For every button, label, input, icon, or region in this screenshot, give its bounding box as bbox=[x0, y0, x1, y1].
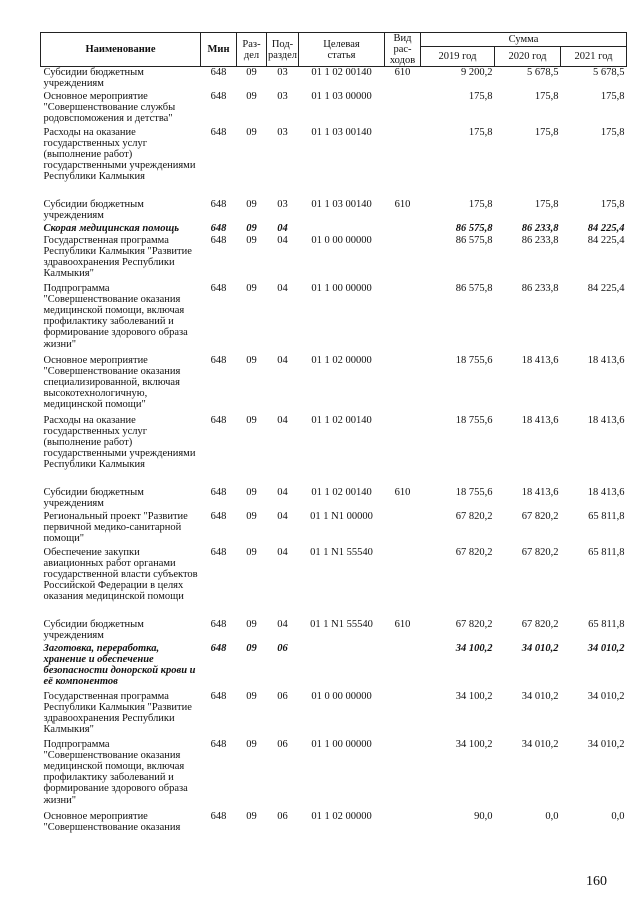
cell-name: Расходы на оказание государственных услуг (выполнение работ) государственными учреждениями Республики Калмыкия bbox=[43, 414, 196, 471]
cell-2020: 5 678,5 bbox=[527, 67, 559, 78]
cell-target: 01 1 02 00000 bbox=[311, 810, 372, 822]
cell-vid bbox=[385, 547, 421, 619]
cell-2021: 84 225,4 bbox=[587, 282, 625, 294]
cell-vid bbox=[385, 415, 421, 487]
cell-2020: 34 010,2 bbox=[521, 690, 559, 702]
cell-vid bbox=[385, 127, 421, 199]
cell-vid bbox=[385, 811, 421, 835]
cell-podrazdel: 06 bbox=[277, 738, 288, 750]
cell-target: 01 1 02 00000 bbox=[311, 354, 372, 366]
cell-2020: 18 413,6 bbox=[521, 354, 559, 366]
cell-name: Основное мероприятие "Совершенствование службы родовспоможения и детства" bbox=[43, 90, 176, 124]
cell-2019: 9 200,2 bbox=[461, 67, 493, 78]
cell-name: Основное мероприятие "Совершенствование оказания bbox=[43, 810, 181, 833]
cell-razdel: 09 bbox=[246, 618, 257, 630]
cell-2021: 5 678,5 bbox=[593, 67, 625, 78]
cell-target: 01 1 00 00000 bbox=[311, 738, 372, 750]
cell-2021: 18 413,6 bbox=[587, 414, 625, 426]
cell-name: Скорая медицинская помощь bbox=[43, 222, 180, 234]
cell-podrazdel: 03 bbox=[277, 126, 288, 138]
cell-podrazdel: 04 bbox=[277, 414, 288, 426]
col-2021-header: 2021 год bbox=[561, 47, 627, 67]
cell-vid bbox=[385, 283, 421, 355]
cell-vid: 610 bbox=[394, 486, 411, 498]
cell-vid bbox=[385, 223, 421, 235]
cell-podrazdel: 04 bbox=[277, 546, 288, 558]
cell-razdel: 09 bbox=[246, 126, 257, 138]
table-row bbox=[41, 199, 627, 223]
cell-target: 01 0 00 00000 bbox=[311, 234, 372, 246]
table-row bbox=[41, 127, 627, 199]
cell-razdel: 09 bbox=[246, 810, 257, 822]
cell-target: 01 1 03 00000 bbox=[311, 90, 372, 102]
col-razdel-header: Раз- дел bbox=[237, 33, 267, 67]
cell-2019: 67 820,2 bbox=[455, 546, 493, 558]
cell-2020: 18 413,6 bbox=[521, 486, 559, 498]
cell-name: Субсидии бюджетным учреждениям bbox=[43, 486, 144, 509]
cell-target: 01 1 N1 55540 bbox=[310, 618, 373, 630]
cell-2020: 67 820,2 bbox=[521, 618, 559, 630]
cell-name: Региональный проект "Развитие первичной медико-санитарной помощи" bbox=[43, 510, 188, 544]
cell-2019: 18 755,6 bbox=[455, 414, 493, 426]
cell-vid bbox=[385, 691, 421, 739]
cell-min: 648 bbox=[210, 67, 227, 78]
col-vid-header: Вид рас- ходов bbox=[385, 33, 421, 67]
cell-2020: 67 820,2 bbox=[521, 510, 559, 522]
cell-2020: 86 233,8 bbox=[521, 234, 559, 246]
cell-2020: 34 010,2 bbox=[521, 642, 559, 654]
cell-razdel: 09 bbox=[246, 414, 257, 426]
cell-2021: 34 010,2 bbox=[587, 690, 625, 702]
cell-razdel: 09 bbox=[246, 486, 257, 498]
cell-target bbox=[299, 643, 385, 691]
table-row bbox=[41, 91, 627, 127]
cell-name: Обеспечение закупки авиационных работ органами государственной власти субъектов Российской Федерации в целях оказания медицинской помощи bbox=[43, 546, 198, 603]
cell-2019: 34 100,2 bbox=[455, 642, 493, 654]
cell-target bbox=[299, 223, 385, 235]
cell-min: 648 bbox=[210, 642, 227, 654]
cell-2021: 175,8 bbox=[600, 198, 625, 210]
cell-2019: 18 755,6 bbox=[455, 486, 493, 498]
table-row bbox=[41, 739, 627, 811]
table-row bbox=[41, 283, 627, 355]
cell-razdel: 09 bbox=[246, 234, 257, 246]
table-row bbox=[41, 811, 627, 835]
cell-2019: 18 755,6 bbox=[455, 354, 493, 366]
cell-vid bbox=[385, 355, 421, 415]
cell-vid bbox=[385, 739, 421, 811]
cell-vid: 610 bbox=[394, 67, 411, 78]
cell-min: 648 bbox=[210, 126, 227, 138]
cell-2020: 175,8 bbox=[534, 90, 559, 102]
cell-target: 01 1 N1 55540 bbox=[310, 546, 373, 558]
cell-podrazdel: 04 bbox=[277, 354, 288, 366]
cell-target: 01 1 02 00140 bbox=[311, 486, 372, 498]
cell-name: Заготовка, переработка, хранение и обеспечение безопасности донорской крови и её компонентов bbox=[43, 642, 196, 688]
cell-2021: 65 811,8 bbox=[588, 510, 625, 522]
col-podrazdel-header: Под- раздел bbox=[267, 33, 299, 67]
table-row bbox=[41, 67, 627, 91]
cell-2019: 67 820,2 bbox=[455, 618, 493, 630]
cell-name: Основное мероприятие "Совершенствование оказания специализированной, включая высокотехнологичную, медицинской помощи" bbox=[43, 354, 181, 411]
cell-2021: 18 413,6 bbox=[587, 354, 625, 366]
cell-2020: 175,8 bbox=[534, 126, 559, 138]
cell-vid: 610 bbox=[394, 618, 411, 630]
cell-name: Подпрограмма "Совершенствование оказания медицинской помощи, включая профилактику заболеваний и формирование здорового образа жизни" bbox=[43, 282, 188, 350]
cell-min: 648 bbox=[210, 690, 227, 702]
cell-razdel: 09 bbox=[246, 690, 257, 702]
cell-podrazdel: 04 bbox=[277, 282, 288, 294]
cell-min: 648 bbox=[210, 282, 227, 294]
cell-razdel: 09 bbox=[246, 282, 257, 294]
cell-podrazdel: 06 bbox=[277, 642, 288, 654]
table-row bbox=[41, 643, 627, 691]
cell-2020: 0,0 bbox=[545, 810, 559, 822]
cell-name: Субсидии бюджетным учреждениям bbox=[43, 618, 144, 641]
cell-min: 648 bbox=[210, 90, 227, 102]
cell-2019: 86 575,8 bbox=[455, 222, 493, 234]
cell-2020: 67 820,2 bbox=[521, 546, 559, 558]
cell-2020: 175,8 bbox=[534, 198, 559, 210]
page-number: 160 bbox=[586, 874, 607, 889]
cell-name: Субсидии бюджетным учреждениям bbox=[43, 198, 144, 221]
cell-vid bbox=[385, 91, 421, 127]
cell-razdel: 09 bbox=[246, 642, 257, 654]
cell-min: 648 bbox=[210, 354, 227, 366]
cell-min: 648 bbox=[210, 510, 227, 522]
cell-podrazdel: 03 bbox=[277, 198, 288, 210]
cell-razdel: 09 bbox=[246, 222, 257, 234]
cell-2020: 86 233,8 bbox=[521, 282, 559, 294]
table-row bbox=[41, 223, 627, 235]
cell-2021: 0,0 bbox=[611, 810, 625, 822]
table-row bbox=[41, 547, 627, 619]
cell-2021: 65 811,8 bbox=[588, 618, 625, 630]
cell-2021: 65 811,8 bbox=[588, 546, 625, 558]
cell-target: 01 1 03 00140 bbox=[311, 198, 372, 210]
cell-2020: 86 233,8 bbox=[521, 222, 559, 234]
cell-razdel: 09 bbox=[246, 354, 257, 366]
cell-2019: 175,8 bbox=[468, 90, 493, 102]
cell-2021: 84 225,4 bbox=[587, 222, 625, 234]
cell-min: 648 bbox=[210, 414, 227, 426]
cell-2019: 34 100,2 bbox=[455, 690, 493, 702]
cell-2019: 86 575,8 bbox=[455, 234, 493, 246]
cell-min: 648 bbox=[210, 618, 227, 630]
cell-podrazdel: 06 bbox=[277, 690, 288, 702]
cell-2020: 18 413,6 bbox=[521, 414, 559, 426]
col-target-header: Целевая статья bbox=[299, 33, 385, 67]
table-header bbox=[41, 33, 627, 67]
cell-2019: 175,8 bbox=[468, 198, 493, 210]
cell-2019: 34 100,2 bbox=[455, 738, 493, 750]
cell-target: 01 1 03 00140 bbox=[311, 126, 372, 138]
cell-name: Подпрограмма "Совершенствование оказания медицинской помощи, включая профилактику заболеваний и формирование здорового образа жизни" bbox=[43, 738, 188, 806]
col-2019-header: 2019 год bbox=[421, 47, 495, 67]
cell-name: Субсидии бюджетным учреждениям bbox=[43, 67, 144, 90]
cell-name: Государственная программа Республики Калмыкия "Развитие здравоохранения Республики Калмыкия" bbox=[43, 690, 192, 736]
col-min-header: Мин bbox=[201, 33, 237, 67]
cell-podrazdel: 04 bbox=[277, 234, 288, 246]
table-row bbox=[41, 355, 627, 415]
cell-razdel: 09 bbox=[246, 546, 257, 558]
table-row bbox=[41, 691, 627, 739]
cell-min: 648 bbox=[210, 738, 227, 750]
cell-podrazdel: 03 bbox=[277, 67, 288, 78]
table-row bbox=[41, 415, 627, 487]
cell-vid bbox=[385, 511, 421, 547]
cell-podrazdel: 04 bbox=[277, 486, 288, 498]
cell-min: 648 bbox=[210, 222, 227, 234]
cell-2019: 67 820,2 bbox=[455, 510, 493, 522]
table-row bbox=[41, 619, 627, 643]
cell-2021: 175,8 bbox=[600, 126, 625, 138]
cell-razdel: 09 bbox=[246, 198, 257, 210]
cell-razdel: 09 bbox=[246, 67, 257, 78]
cell-2020: 34 010,2 bbox=[521, 738, 559, 750]
cell-razdel: 09 bbox=[246, 738, 257, 750]
cell-podrazdel: 06 bbox=[277, 810, 288, 822]
cell-2019: 175,8 bbox=[468, 126, 493, 138]
cell-target: 01 1 02 00140 bbox=[311, 414, 372, 426]
cell-min: 648 bbox=[210, 234, 227, 246]
cell-podrazdel: 04 bbox=[277, 618, 288, 630]
table-body bbox=[41, 67, 627, 835]
table-row bbox=[41, 487, 627, 511]
cell-target: 01 1 N1 00000 bbox=[310, 510, 373, 522]
cell-podrazdel: 03 bbox=[277, 90, 288, 102]
cell-razdel: 09 bbox=[246, 510, 257, 522]
cell-2021: 34 010,2 bbox=[587, 642, 625, 654]
cell-2019: 86 575,8 bbox=[455, 282, 493, 294]
cell-2021: 175,8 bbox=[600, 90, 625, 102]
cell-target: 01 0 00 00000 bbox=[311, 690, 372, 702]
col-name-header: Наименование bbox=[41, 33, 201, 67]
cell-target: 01 1 02 00140 bbox=[311, 67, 372, 78]
cell-2021: 84 225,4 bbox=[587, 234, 625, 246]
cell-vid bbox=[385, 643, 421, 691]
cell-vid: 610 bbox=[394, 198, 411, 210]
budget-table bbox=[40, 32, 627, 835]
cell-target: 01 1 00 00000 bbox=[311, 282, 372, 294]
cell-podrazdel: 04 bbox=[277, 510, 288, 522]
cell-min: 648 bbox=[210, 486, 227, 498]
table-row bbox=[41, 511, 627, 547]
cell-min: 648 bbox=[210, 546, 227, 558]
cell-name: Государственная программа Республики Калмыкия "Развитие здравоохранения Республики Калмыкия" bbox=[43, 234, 192, 280]
cell-min: 648 bbox=[210, 198, 227, 210]
cell-name: Расходы на оказание государственных услуг (выполнение работ) государственными учреждениями Республики Калмыкия bbox=[43, 126, 196, 183]
cell-2021: 18 413,6 bbox=[587, 486, 625, 498]
col-2020-header: 2020 год bbox=[495, 47, 561, 67]
cell-min: 648 bbox=[210, 810, 227, 822]
col-sum-header: Сумма bbox=[421, 33, 627, 47]
cell-podrazdel: 04 bbox=[277, 222, 288, 234]
cell-2021: 34 010,2 bbox=[587, 738, 625, 750]
cell-vid bbox=[385, 235, 421, 283]
cell-razdel: 09 bbox=[246, 90, 257, 102]
table-row bbox=[41, 235, 627, 283]
cell-2019: 90,0 bbox=[474, 810, 493, 822]
